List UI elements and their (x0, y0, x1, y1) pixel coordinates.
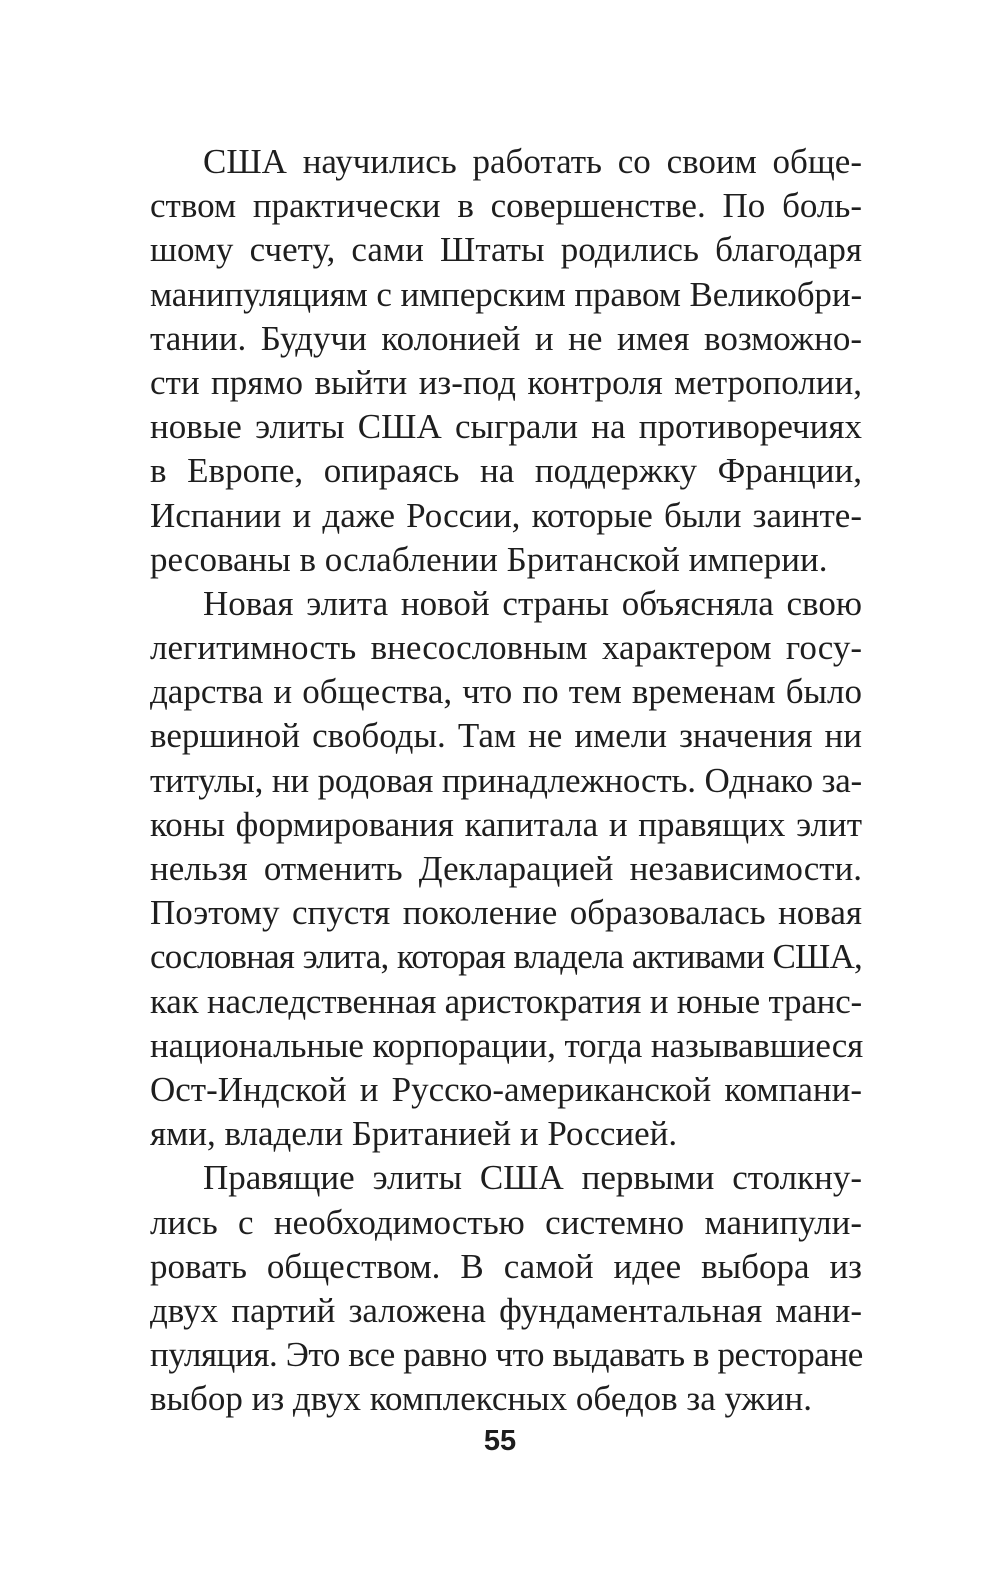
paragraph-2-line-2: легитимность внесословным характером госу- (150, 628, 862, 668)
paragraph-1-line-8: в Европе, опираясь на поддержку Франции, (150, 451, 862, 491)
paragraph-1-line-1: США научились работать со своим обще- (203, 142, 862, 181)
body-text (150, 140, 862, 1421)
paragraph-2-line-6: коны формирования капитала и правящих элит (150, 804, 862, 844)
paragraph-1-line-3: шому счету, сами Штаты родились благодаря (150, 230, 862, 270)
paragraph-2-line-7: нельзя отменить Декларацией независимости. (150, 849, 862, 888)
paragraph-2-line-5: титулы, ни родовая принадлежность. Однако за- (150, 760, 862, 800)
paragraph-2-line-12: Ост-Индской и Русско-американской компани- (150, 1069, 862, 1109)
paragraph-2-line-10: как наследственная аристократия и юные транс- (150, 981, 862, 1021)
paragraph-2-line-3: дарства и общества, что по тем временам было (150, 672, 862, 712)
paragraph-2-line-13: ями, владели Британией и Россией. (150, 1114, 678, 1154)
paragraph-1-line-7: новые элиты США сыграли на противоречиях (150, 407, 862, 447)
page-number: 55 (483, 1425, 517, 1457)
paragraph-3-line-4: двух партий заложена фундаментальная мани- (150, 1290, 862, 1330)
paragraph-3-line-1: Правящие элиты США первыми столкну- (203, 1158, 862, 1198)
paragraph-3-line-2: лись с необходимостью системно манипули- (150, 1202, 862, 1242)
paragraph-2-line-1: Новая элита новой страны объясняла свою (203, 583, 862, 623)
paragraph-2-line-8: Поэтому спустя поколение образовалась новая (150, 893, 862, 933)
paragraph-3-line-5: пуляция. Это все равно что выдавать в ресторане (150, 1335, 863, 1375)
paragraph-1-line-10: ресованы в ослаблении Британской империи. (150, 539, 828, 579)
paragraph-2-line-4: вершиной свободы. Там не имели значения ни (150, 716, 862, 756)
paragraph-1-line-9: Испании и даже России, которые были заинте- (150, 495, 862, 535)
paragraph-1-line-6: сти прямо выйти из-под контроля метрополии, (150, 362, 862, 402)
paragraph-1-line-4: манипуляциям с имперским правом Великобри- (150, 274, 862, 314)
paragraph-2-line-11: национальные корпорации, тогда называвшиеся (150, 1025, 864, 1065)
paragraph-1-line-5: тании. Будучи колонией и не имея возможно- (150, 318, 862, 358)
paragraph-2-line-9: сословная элита, которая владела активами США, (150, 937, 862, 977)
paragraph-1-line-2: ством практически в совершенстве. По боль- (150, 186, 862, 226)
paragraph-3-line-3: ровать обществом. В самой идее выбора из (150, 1246, 862, 1286)
paragraph-3-line-6: выбор из двух комплексных обедов за ужин. (150, 1379, 812, 1419)
